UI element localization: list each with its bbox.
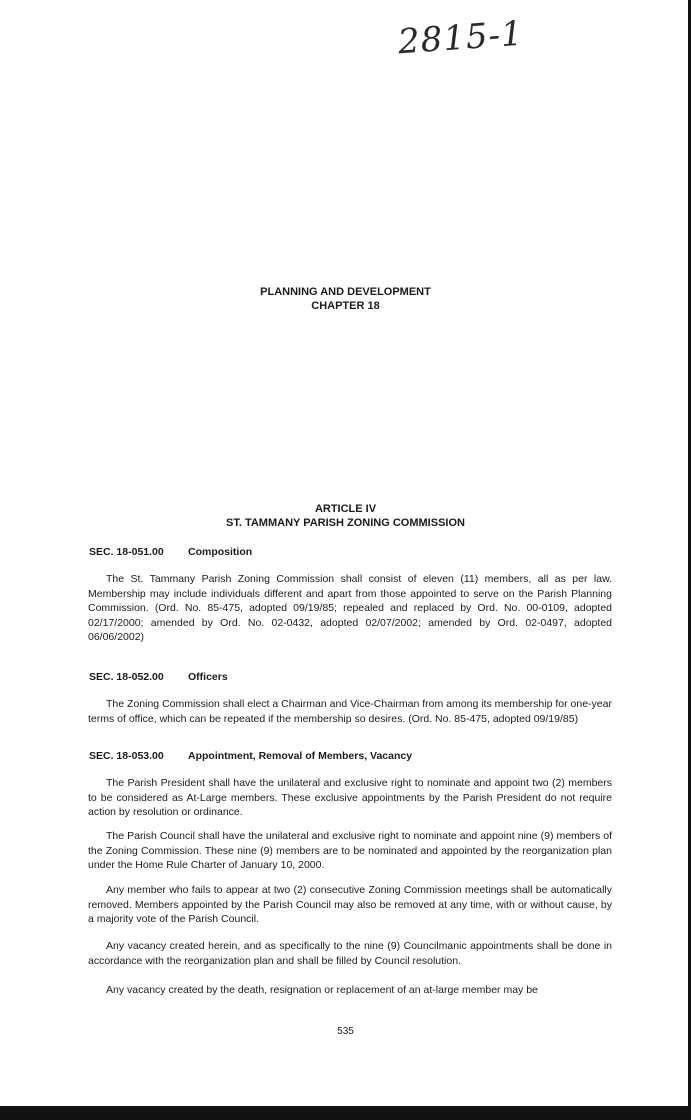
section-paragraph: Any vacancy created by the death, resignation or replacement of an at-large member may be xyxy=(106,984,538,996)
article-heading xyxy=(0,502,691,530)
section-paragraph: The St. Tammany Parish Zoning Commission shall consist of eleven (11) members, all as per law. Membership may include individuals different and apart from those appointed to serve on the Parish Planning Commission. (Ord. No. 85-475, adopted 09/19/85; repealed and replaced by Ord. No. 00-0109, adopted 02/17/2000; amended by Ord. No. 02-0432, adopted 02/07/2002; amended by Ord. 02-0497, adopted 06/06/2002) xyxy=(88,573,612,643)
section-heading xyxy=(89,546,252,558)
section-paragraph: The Zoning Commission shall elect a Chairman and Vice-Chairman from among its membership for one-year terms of office, which can be repeated if the membership so desires. (Ord. No. 85-475, adopted 09/19/85) xyxy=(88,698,612,725)
section-title: Officers xyxy=(188,671,228,683)
chapter-heading xyxy=(0,285,691,313)
section-number: SEC. 18-053.00 xyxy=(89,750,164,762)
section-title: Composition xyxy=(188,546,253,558)
section-heading xyxy=(89,671,228,683)
scan-edge-bottom xyxy=(0,1106,691,1120)
article-title: ST. TAMMANY PARISH ZONING COMMISSION xyxy=(226,517,465,529)
section-heading xyxy=(89,750,412,762)
section-paragraph: The Parish President shall have the unilateral and exclusive right to nominate and appoint two (2) members to be considered as At-Large members. These exclusive appointments by the Parish President do not require action by resolution or ordinance. xyxy=(88,777,612,818)
chapter-number: CHAPTER 18 xyxy=(311,300,380,312)
chapter-title: PLANNING AND DEVELOPMENT xyxy=(260,286,431,298)
section-number: SEC. 18-052.00 xyxy=(89,671,164,683)
section-paragraph: The Parish Council shall have the unilateral and exclusive right to nominate and appoint nine (9) members of the Zoning Commission. These nine (9) members are to be nominated and appointed by the reorganization plan under the Home Rule Charter of January 10, 2000. xyxy=(88,830,612,871)
section-paragraph: Any vacancy created herein, and as specifically to the nine (9) Councilmanic appointments shall be done in accordance with the reorganization plan and shall be filled by Council resolution. xyxy=(88,940,612,967)
handwritten-note: 2815-1 xyxy=(396,13,525,63)
section-title: Appointment, Removal of Members, Vacancy xyxy=(188,750,413,762)
page-number: 535 xyxy=(337,1026,354,1037)
article-number: ARTICLE IV xyxy=(314,503,377,515)
section-paragraph: Any member who fails to appear at two (2) consecutive Zoning Commission meetings shall be automatically removed. Members appointed by the Parish Council may also be removed at any time, with or without cause, by a majority vote of the Parish Council. xyxy=(88,884,612,925)
section-number: SEC. 18-051.00 xyxy=(89,546,164,558)
